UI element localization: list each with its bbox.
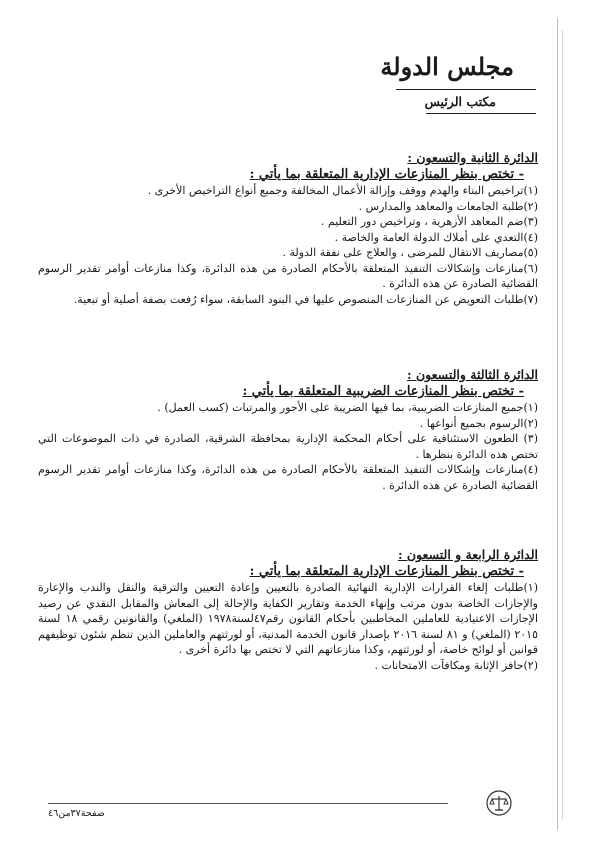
header-rule bbox=[426, 113, 536, 114]
list-item: (٣) الطعون الاستئنافية على أحكام المحكمة الإدارية بمحافظة الشرقية، الصادرة في ذات الموضوعات التي تختص هذه الدائرة بنظرها . bbox=[38, 432, 538, 461]
scales-of-justice-icon bbox=[486, 790, 512, 816]
section-item-list bbox=[38, 183, 538, 307]
section-intro: - تختص بنظر المنازعات الإدارية المتعلقة بما يأتي : bbox=[249, 564, 524, 579]
scan-edge-line bbox=[557, 18, 558, 830]
list-item: (١)جميع المنازعات الضريبية، بما فيها الضريبة على الأجور والمرتبات (كسب العمل) . bbox=[157, 401, 538, 414]
page-number: صفحة٣٧من٤٦ bbox=[48, 808, 105, 819]
section-title: الدائرة الثالثة والتسعون : bbox=[407, 367, 538, 382]
section-title: الدائرة الثانية والتسعون : bbox=[407, 150, 538, 165]
council-title: مجلس الدولة bbox=[380, 52, 514, 81]
circuit-section bbox=[38, 150, 538, 307]
header-rule bbox=[396, 89, 536, 90]
footer-rule bbox=[48, 803, 448, 804]
list-item: (٧)طلبات التعويض عن المنازعات المنصوص عليها في البنود السابقة، سواء رُفعت بصفة أصلية أو تبعية. bbox=[73, 292, 538, 306]
list-item: (٣)ضم المعاهد الأزهرية ، وتراخيص دور التعليم . bbox=[320, 215, 538, 228]
office-subtitle: مكتب الرئيس bbox=[424, 94, 496, 109]
circuit-section bbox=[38, 547, 538, 673]
list-item: (٢)طلبة الجامعات والمعاهد والمدارس . bbox=[358, 199, 538, 213]
list-item: (٢)الرسوم بجميع أنواعها . bbox=[419, 416, 538, 430]
list-item: (١)طلبات إلغاء القرارات الإدارية النهائية الصادرة بالتعيين وإعادة التعيين والترقية والنقل والندب والإعارة والإجازات الخاصة بدون مرتب وإنهاء الخدمة وتقارير الكفاية والإحالة إلى المعاش والمقابل النقدي عن رصيد الإجازات الاعتيادية للعاملين المخاطبين بأحكام القانون رقم٤٧لسنة١٩٧٨ (الملغي) والقانونين رقمي ١٨ لسنة ٢٠١٥ (الملغي) و ٨١ لسنة ٢٠١٦ بإصدار قانون الخدمة المدنية، أو لورثتهم والعاملين الذين تنظم شئون توظيفهم قوانين أو لوائح خاصة، أو لورثتهم، وكذا منازعاتهم التي لا تختص بها دائرة أخرى . bbox=[38, 581, 538, 656]
circuit-section bbox=[38, 367, 538, 493]
section-item-list bbox=[38, 400, 538, 493]
section-item-list bbox=[38, 580, 538, 673]
list-item: (٢)حافز الإثابة ومكافآت الامتحانات . bbox=[374, 658, 538, 672]
list-item: (٤)منازعات وإشكالات التنفيذ المتعلقة بالأحكام الصادرة من هذه الدائرة، وكذا منازعات أوامر تقدير الرسوم القضائية الصادرة عن هذه الدائرة . bbox=[38, 463, 538, 492]
section-intro: - تختص بنظر المنازعات الضريبية المتعلقة بما يأتي : bbox=[242, 384, 524, 399]
list-item: (٤)التعدي على أملاك الدولة العامة والخاصة . bbox=[334, 230, 538, 244]
list-item: (٥)مصاريف الانتقال للمرضى ، والعلاج على نفقة الدولة . bbox=[282, 246, 538, 259]
scan-edge-line bbox=[562, 30, 563, 820]
section-title: الدائرة الرابعة و التسعون : bbox=[397, 547, 538, 562]
list-item: (١)تراخيص البناء والهدم ووقف وإزالة الأعمال المخالفة وجميع أنواع التراخيص الأخرى . bbox=[147, 184, 538, 197]
section-intro: - تختص بنظر المنازعات الإدارية المتعلقة بما يأتي : bbox=[249, 167, 524, 182]
list-item: (٦)منازعات وإشكالات التنفيذ المتعلقة بالأحكام الصادرة من هذه الدائرة، وكذا منازعات أوامر تقدير الرسوم القضائية الصادرة عن هذه الدائرة . bbox=[38, 261, 538, 290]
